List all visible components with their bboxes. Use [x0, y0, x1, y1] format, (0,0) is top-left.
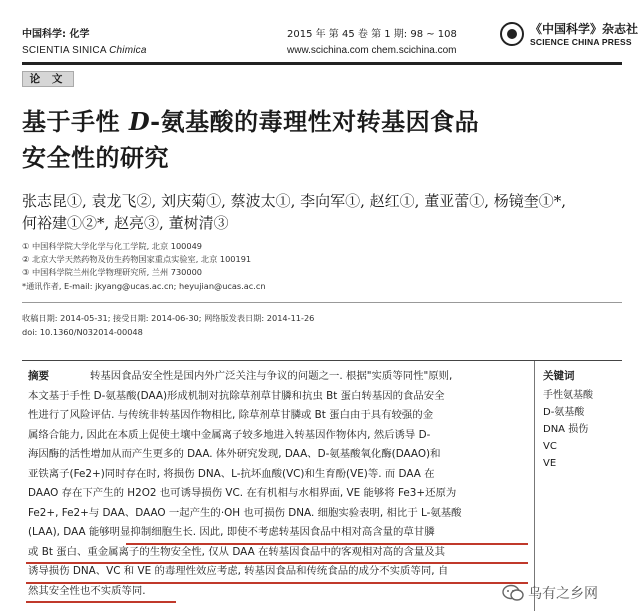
abstract-line: 亚铁离子(Fe2+)同时存在时, 将损伤 DNA、L-抗坏血酸(VC)和生育酚(VE)等. 而 DAA 在	[28, 467, 435, 480]
watermark	[502, 580, 632, 608]
title-part-1: 基于手性	[22, 107, 129, 136]
keyword: D-氨基酸	[543, 407, 585, 418]
journal-name-en-sub: Chimica	[109, 45, 147, 56]
issue-info: 2015 年 第 45 卷 第 1 期: 98 ~ 108	[287, 29, 457, 40]
abstract-line: 然其安全性也不实质等同.	[28, 584, 146, 597]
title-line-2: 安全性的研究	[22, 143, 169, 172]
keywords-label: 关键词	[543, 370, 575, 382]
article-dates: 收稿日期: 2014-05-31; 接受日期: 2014-06-30; 网络版发表日期: 2014-11-26	[22, 313, 315, 323]
title-part-3: -氨基酸的毒理性对转基因食品	[150, 107, 480, 136]
highlight-underline	[126, 543, 528, 545]
keyword: DNA 损伤	[543, 424, 589, 435]
abstract-line: (LAA), DAA 能够明显抑制细胞生长. 因此, 即使不考虑转基因食品中相对高含量的草甘膦	[28, 526, 435, 538]
author-list	[22, 190, 622, 234]
keyword: 手性氨基酸	[543, 390, 593, 401]
abstract-line: 性进行了风险评估. 与传统非转基因作物相比, 除草剂草甘膦或 Bt 蛋白由于具有较强的金	[28, 409, 434, 421]
journal-name-en-main: SCIENTIA SINICA	[22, 45, 107, 56]
abstract-box	[22, 360, 622, 611]
author-line-2: 何裕建①②*, 赵亮③, 董树清③	[22, 214, 229, 232]
abstract-line: Fe2+, Fe2+与 DAA、DAAO 一起产生的·OH 也可损伤 DNA. 细胞实验表明, 相比于 L-氨基酸	[28, 506, 462, 519]
abstract-line: 诱导损伤 DNA、VC 和 VE 的毒理性效应考虑, 转基因食品和传统食品的成分不实质等同, 自	[28, 565, 449, 577]
publisher-logo	[500, 20, 639, 60]
abstract-line: 属络合能力, 因此在本质上促使土壤中金属离子较多地进入转基因作物体内, 然后诱导 D-	[28, 428, 431, 441]
header-rule	[22, 62, 622, 65]
keyword-list	[543, 387, 593, 472]
abstract-line: 本文基于手性 D-氨基酸(DAA)形成机制对抗除草剂草甘膦和抗虫 Bt 蛋白转基因的食品安全	[28, 389, 445, 402]
keywords-column	[534, 361, 623, 611]
divider	[22, 302, 622, 303]
title-part-2: D	[128, 107, 151, 136]
article-title	[22, 104, 622, 176]
highlight-underline	[26, 601, 176, 603]
journal-websites[interactable]: www.scichina.com chem.scichina.com	[287, 45, 457, 56]
abstract-text	[28, 367, 526, 601]
journal-name-cn: 中国科学: 化学	[22, 29, 90, 40]
publisher-emblem-icon	[500, 22, 524, 46]
affiliation-3: ③ 中国科学院兰州化学物理研究所, 兰州 730000	[22, 267, 203, 277]
journal-name-en	[22, 45, 147, 56]
publisher-name-cn: 《中国科学》杂志社	[530, 22, 639, 36]
publisher-name-en: SCIENCE CHINA PRESS	[530, 37, 632, 47]
keyword: VC	[543, 441, 557, 452]
article-type-tag: 论 文	[22, 71, 74, 87]
author-line-1: 张志昆①, 袁龙飞②, 刘庆菊①, 蔡波太①, 李向军①, 赵红①, 董亚蕾①, 杨镜奎①*,	[22, 192, 567, 210]
abstract-label: 摘要	[28, 370, 49, 382]
keyword: VE	[543, 458, 557, 469]
abstract-line: 或 Bt 蛋白、重金属离子的生物安全性, 仅从 DAA 在转基因食品中的客观相对高的含量及其	[28, 545, 446, 558]
chat-bubble-icon	[502, 584, 524, 602]
affiliation-2: ② 北京大学天然药物及仿生药物国家重点实验室, 北京 100191	[22, 254, 252, 264]
abstract-line: 海因酶的活性增加从而产生更多的 DAA. 体外研究发现, DAA、D-氨基酸氧化酶(DAAO)和	[28, 448, 441, 460]
highlight-underline	[26, 582, 528, 584]
watermark-text: 乌有之乡网	[528, 586, 598, 602]
affiliation-1: ① 中国科学院大学化学与化工学院, 北京 100049	[22, 241, 203, 251]
corresponding-author: *通讯作者, E-mail: jkyang@ucas.ac.cn; heyujian@ucas.ac.cn	[22, 281, 266, 291]
article-doi[interactable]: doi: 10.1360/N032014-00048	[22, 327, 143, 337]
abstract-line: 转基因食品安全性是国内外广泛关注与争议的问题之一. 根据"实质等同性"原则,	[90, 370, 453, 382]
abstract-line: DAAO 存在下产生的 H2O2 也可诱导损伤 VC. 在有机相与水相界面, VE 能够将 Fe3+还原为	[28, 487, 457, 499]
highlight-underline	[26, 562, 528, 564]
